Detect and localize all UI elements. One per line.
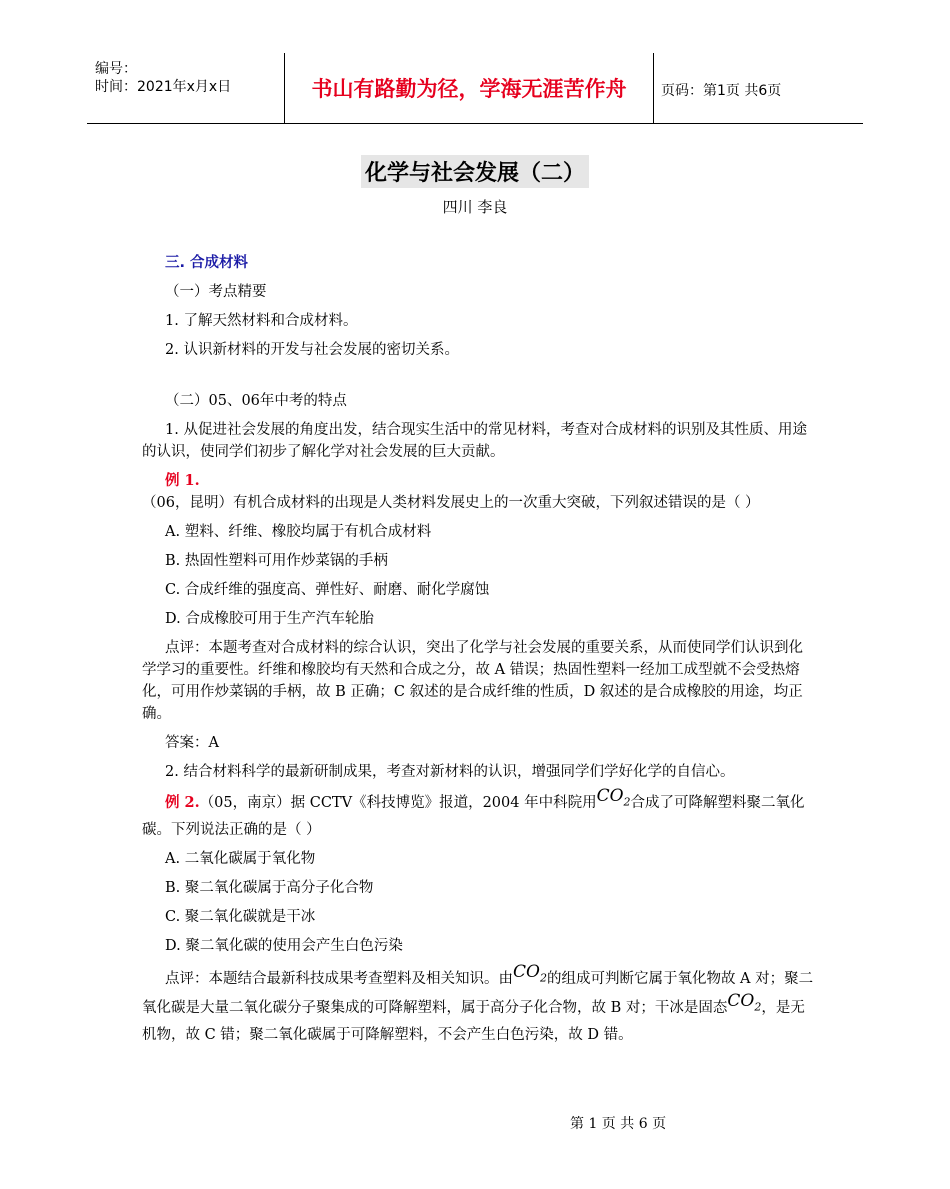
document-body — [142, 252, 814, 1046]
key-point-2: 2. 认识新材料的开发与社会发展的密切关系。 — [165, 342, 459, 358]
example-1-label: 例 1. — [165, 472, 200, 489]
formula-sub: 2 — [754, 1000, 762, 1014]
section-heading: 三. 合成材料 — [165, 255, 249, 271]
author-line: 四川 李良 — [442, 198, 508, 216]
page-header — [87, 53, 863, 124]
example-1-option-b: B. 热固性塑料可用作炒菜锅的手柄 — [165, 553, 388, 569]
example-2-stem — [142, 786, 814, 841]
feature-2: 2. 结合材料科学的最新研制成果，考查对新材料的认识，增强同学们学好化学的自信心。 — [165, 764, 735, 780]
formula-base: CO — [596, 786, 624, 806]
time-label: 时间：2021年x月x日 — [95, 79, 232, 95]
example-2-comment-a: 点评：本题结合最新科技成果考查塑料及相关知识。由 — [165, 971, 513, 988]
subheading-key-points: （一）考点精要 — [165, 284, 267, 300]
example-2-text-b: 合成了可降解塑料聚二氧化碳。下列说法正确的是（ ） — [142, 795, 805, 839]
formula-base: CO — [513, 962, 540, 983]
example-1-stem — [142, 470, 814, 514]
example-1-option-a: A. 塑料、纤维、橡胶均属于有机合成材料 — [165, 524, 432, 540]
example-2-comment — [142, 962, 814, 1046]
example-2-option-c: C. 聚二氧化碳就是干冰 — [165, 909, 316, 926]
formula-sub: 2 — [623, 795, 631, 809]
key-point-1: 1. 了解天然材料和合成材料。 — [165, 313, 358, 329]
example-2-comment-b: 的组成可判断它属于氧化物故 A 对；聚二氧化碳是大量二氧化碳分子聚集成的可降解塑料，属于高分子化合物，故 B 对；干冰是固态 — [142, 971, 814, 1016]
subheading-exam-features: （二）05、06年中考的特点 — [165, 393, 347, 409]
example-1-option-d: D. 合成橡胶可用于生产汽车轮胎 — [165, 611, 374, 627]
example-2-label: 例 2. — [165, 794, 200, 811]
co2-formula — [513, 962, 547, 985]
example-1-comment: 点评：本题考查对合成材料的综合认识，突出了化学与社会发展的重要关系，从而使同学们认识到化学学习的重要性。纤维和橡胶均有天然和合成之分，故 A 错误；热固性塑料一经加工成型就不会受热熔化，可用作炒菜锅的手柄，故 B 正确；C 叙述的是合成纤维的性质，D 叙述的是合成橡胶的用途，均正确。 — [142, 640, 803, 722]
example-2-option-a: A. 二氧化碳属于氧化物 — [165, 851, 316, 868]
page-footer: 第 1 页 共 6 页 — [570, 1116, 667, 1132]
header-meta — [95, 60, 285, 96]
example-2-text-a: （05，南京）据 CCTV《科技博览》报道，2004 年中科院用 — [199, 795, 597, 811]
example-2-comment-c: ，是无机物，故 C 错；聚二氧化碳属于可降解塑料，不会产生白色污染，故 D 错。 — [142, 999, 805, 1044]
example-1-option-c: C. 合成纤维的强度高、弹性好、耐磨、耐化学腐蚀 — [165, 582, 490, 598]
header-page-info: 页码：第1页 共6页 — [661, 83, 782, 99]
title-block — [0, 155, 950, 188]
header-motto: 书山有路勤为径，学海无涯苦作舟 — [284, 53, 654, 123]
document-title: 化学与社会发展（二） — [361, 155, 589, 188]
formula-base: CO — [727, 990, 755, 1011]
example-1-text: （06，昆明）有机合成材料的出现是人类材料发展史上的一次重大突破，下列叙述错误的是（ ） — [142, 495, 760, 511]
example-2-option-b: B. 聚二氧化碳属于高分子化合物 — [165, 880, 374, 897]
example-2-option-d: D. 聚二氧化碳的使用会产生白色污染 — [165, 938, 403, 955]
example-1-answer: 答案：A — [165, 735, 219, 751]
co2-formula — [727, 990, 762, 1014]
feature-1: 1. 从促进社会发展的角度出发，结合现实生活中的常见材料，考查对合成材料的识别及其性质、用途的认识，使同学们初步了解化学对社会发展的巨大贡献。 — [142, 422, 807, 460]
formula-sub: 2 — [539, 971, 547, 985]
number-label: 编号： — [95, 61, 137, 77]
co2-formula — [596, 786, 631, 809]
